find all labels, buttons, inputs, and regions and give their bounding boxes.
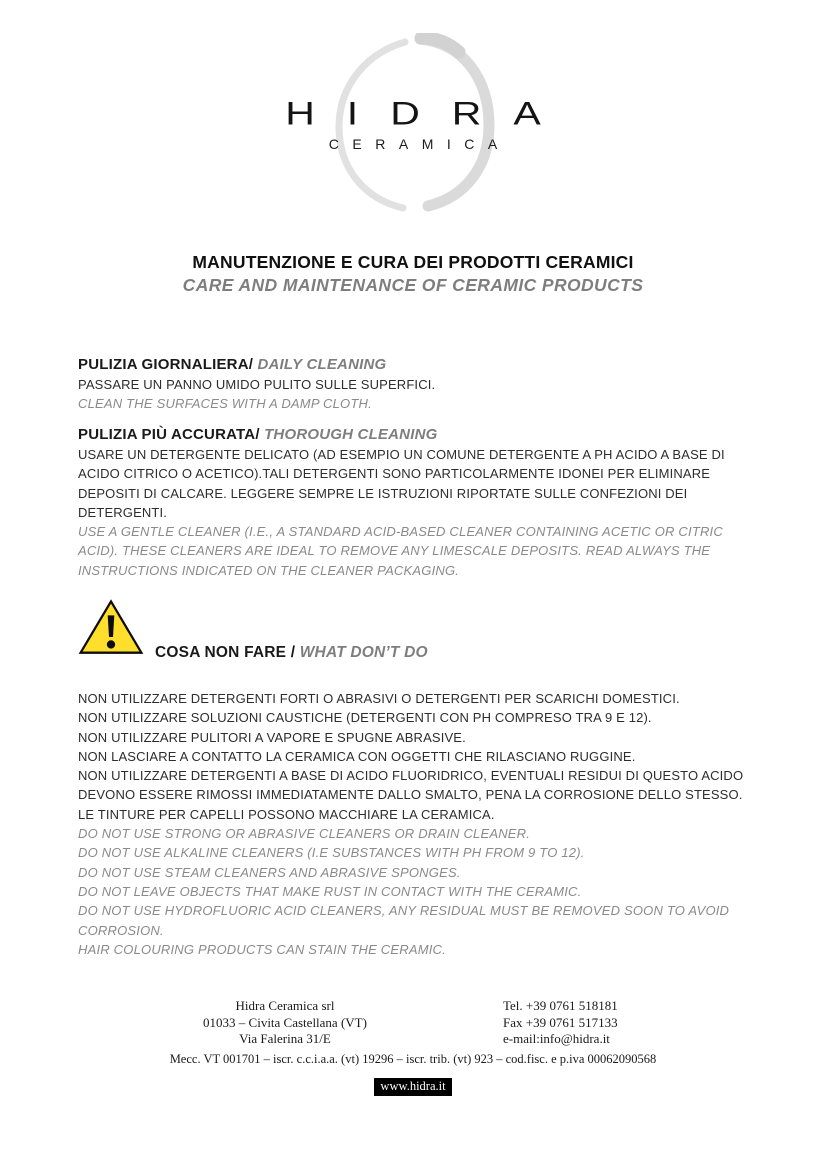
dont-item-italian: NON UTILIZZARE PULITORI A VAPORE E SPUGNE ABRASIVE. — [78, 729, 466, 745]
dont-item-italian: NON LASCIARE A CONTATTO LA CERAMICA CON OGGETTI CHE RILASCIANO RUGGINE. — [78, 748, 636, 764]
logo — [0, 33, 826, 218]
dont-item-english: DO NOT USE HYDROFLUORIC ACID CLEANERS, ANY RESIDUAL MUST BE REMOVED SOON TO AVOID CORROSION. — [78, 903, 730, 938]
title-italian: MANUTENZIONE E CURA DEI PRODOTTI CERAMICI — [192, 252, 634, 272]
dont-list — [78, 689, 750, 959]
phone-number: Tel. +39 0761 518181 — [503, 998, 618, 1013]
section-daily-cleaning — [78, 354, 750, 414]
dont-item-english: DO NOT USE ALKALINE CLEANERS (I.E SUBSTANCES WITH PH FROM 9 TO 12). — [78, 845, 585, 861]
body-english: USE A GENTLE CLEANER (I.E., A STANDARD ACID-BASED CLEANER CONTAINING ACETIC OR CITRIC ACID). THESE CLEANERS ARE IDEAL TO REMOVE ANY LIMESCALE DEPOSITS. READ ALWAYS THE INSTRUCTIONS INDICATED ON THE CLEANER PACKAGING. — [78, 524, 723, 578]
dont-item-italian: NON UTILIZZARE DETERGENTI FORTI O ABRASIVI O DETERGENTI PER SCARICHI DOMESTICI. — [78, 691, 680, 706]
heading-italian: PULIZIA PIÙ ACCURATA/ — [78, 426, 260, 443]
body-italian: USARE UN DETERGENTE DELICATO (AD ESEMPIO UN COMUNE DETERGENTE A PH ACIDO A BASE DI ACIDO CITRICO O ACETICO).TALI DETERGENTI SONO PARTICOLARMENTE IDONEI PER ELIMINARE DEPOSITI DI CALCARE. LEGGERE SEMPRE LE ISTRUZIONI RIPORTATE SULLE CONFEZIONI DEI DETERGENTI. — [78, 447, 725, 520]
dont-item-italian: NON UTILIZZARE SOLUZIONI CAUSTICHE (DETERGENTI CON PH COMPRESO TRA 9 E 12). — [78, 710, 652, 726]
email-address: e-mail:info@hidra.it — [503, 1031, 610, 1046]
warning-heading — [155, 642, 428, 663]
heading-italian: COSA NON FARE / — [155, 644, 296, 661]
dont-item-english: HAIR COLOURING PRODUCTS CAN STAIN THE CERAMIC. — [78, 941, 446, 957]
dont-item-english: DO NOT USE STRONG OR ABRASIVE CLEANERS OR DRAIN CLEANER. — [78, 826, 531, 842]
logo-brand-text: HIDRA — [285, 95, 573, 132]
heading-english: DAILY CLEANING — [253, 356, 387, 373]
section-heading — [78, 424, 750, 445]
section-heading — [78, 354, 750, 375]
website-badge: www.hidra.it — [374, 1078, 451, 1096]
section-thorough-cleaning — [78, 424, 750, 580]
company-street: Via Falerina 31/E — [239, 1031, 331, 1046]
fax-number: Fax +39 0761 517133 — [503, 1014, 618, 1030]
company-city: 01033 – Civita Castellana (VT) — [203, 1014, 367, 1030]
title-english: CARE AND MAINTENANCE OF CERAMIC PRODUCTS — [182, 275, 644, 295]
website-badge-row — [0, 1077, 826, 1096]
document-title — [0, 251, 826, 297]
dont-item-english: DO NOT USE STEAM CLEANERS AND ABRASIVE SPONGES. — [78, 864, 461, 880]
heading-english: THOROUGH CLEANING — [259, 426, 438, 443]
company-name: Hidra Ceramica srl — [235, 998, 335, 1013]
body-english: CLEAN THE SURFACES WITH A DAMP CLOTH. — [78, 396, 372, 412]
company-address — [160, 998, 410, 1048]
heading-italian: PULIZIA GIORNALIERA/ — [78, 356, 254, 373]
dont-item-italian: NON UTILIZZARE DETERGENTI A BASE DI ACIDO FLUORIDRICO, EVENTUALI RESIDUI DI QUESTO ACIDO DEVONO ESSERE RIMOSSI IMMEDIATAMENTE DALLO SMALTO, PENA LA CORROSIONE DELLO STESSO. — [78, 768, 744, 803]
heading-english: WHAT DON’T DO — [295, 644, 428, 661]
warning-triangle-icon — [78, 596, 144, 659]
body-italian: PASSARE UN PANNO UMIDO PULITO SULLE SUPERFICI. — [78, 377, 436, 392]
registration-line: Mecc. VT 001701 – iscr. c.c.i.a.a. (vt) 19296 – iscr. trib. (vt) 923 – cod.fisc. e p.iva 00062090568 — [169, 1052, 657, 1066]
dont-item-english: DO NOT LEAVE OBJECTS THAT MAKE RUST IN CONTACT WITH THE CERAMIC. — [78, 883, 582, 899]
company-contacts — [503, 998, 703, 1048]
logo-subtitle-text: CERAMICA — [328, 136, 511, 152]
dont-item-italian: LE TINTURE PER CAPELLI POSSONO MACCHIARE LA CERAMICA. — [78, 806, 495, 822]
